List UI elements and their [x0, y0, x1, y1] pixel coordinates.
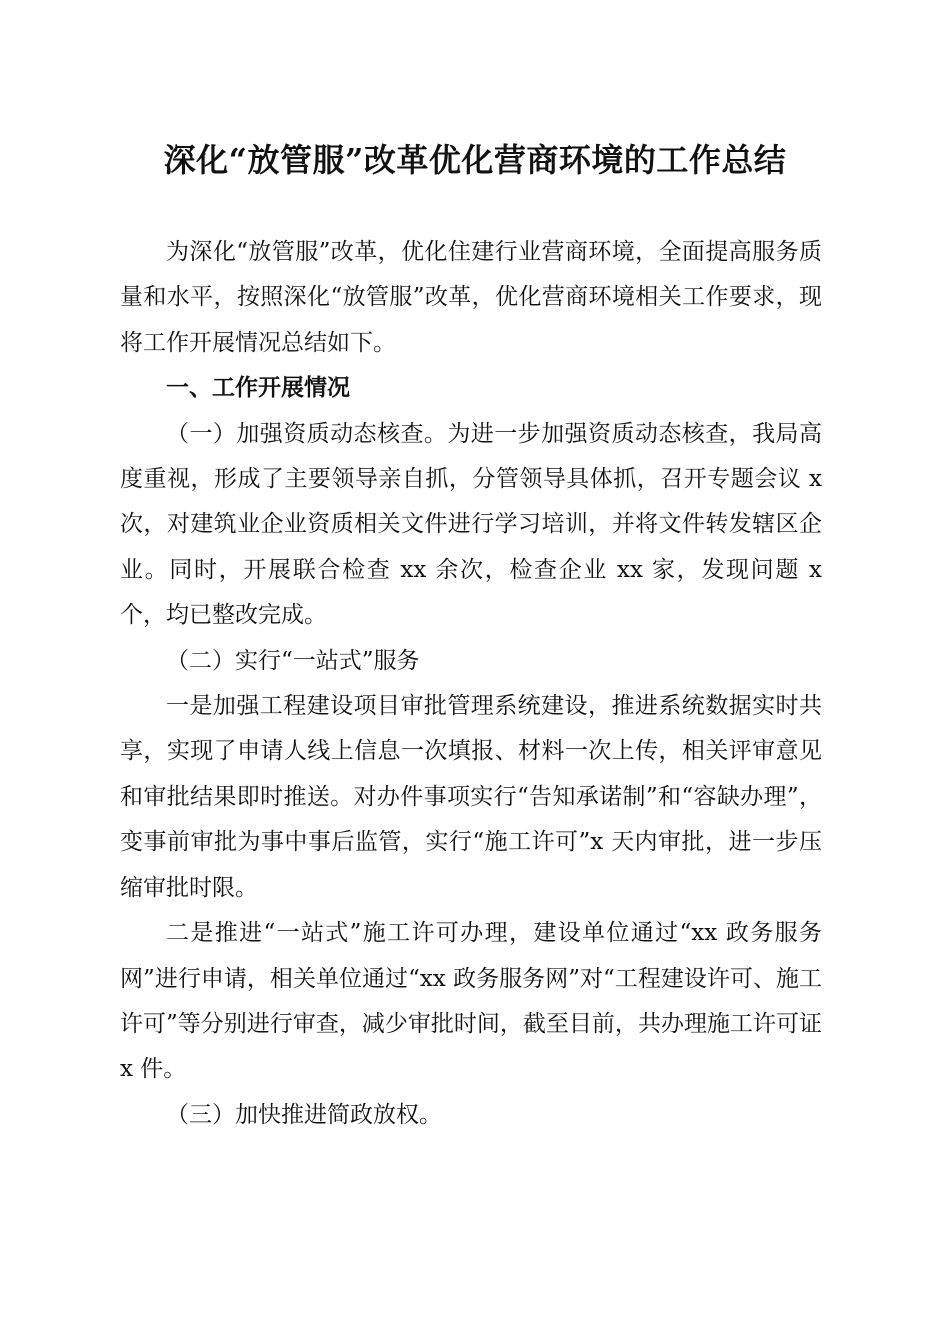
item-3-heading: （三）加快推进简政放权。: [166, 1101, 442, 1128]
item-2-paragraph-2: 二是推进“一站式”施工许可办理，建设单位通过“xx 政务服务网”进行申请，相关单位通过“xx 政务服务网”对“工程建设许可、施工许可”等分别进行审查，减少审批时间，截至目前，共办理施工许可证 x 件。: [120, 920, 822, 1083]
intro-paragraph: 为深化“放管服”改革，优化住建行业营商环境，全面提高服务质量和水平，按照深化“放管服”改革，优化营商环境相关工作要求，现将工作开展情况总结如下。: [120, 239, 822, 356]
document-title: 深化“放管服”改革优化营商环境的工作总结: [163, 141, 787, 179]
item-2-paragraph-1: 一是加强工程建设项目审批管理系统建设，推进系统数据实时共享，实现了申请人线上信息一次填报、材料一次上传，相关评审意见和审批结果即时推送。对办件事项实行“告知承诺制”和“容缺办理”，变事前审批为事中事后监管，实行“施工许可”x 天内审批，进一步压缩审批时限。: [120, 693, 822, 901]
item-1-paragraph: （一）加强资质动态核查。为进一步加强资质动态核查，我局高度重视，形成了主要领导亲自抓，分管领导具体抓，召开专题会议 x 次，对建筑业企业资质相关文件进行学习培训，并将文件转发辖区企业。同时，开展联合检查 xx 余次，检查企业 xx 家，发现问题 x 个，均已整改完成。: [120, 420, 822, 629]
document-body: [120, 230, 822, 1138]
section-heading-1: 一、工作开展情况: [166, 375, 350, 402]
item-2-heading: （二）实行“一站式”服务: [166, 647, 420, 674]
